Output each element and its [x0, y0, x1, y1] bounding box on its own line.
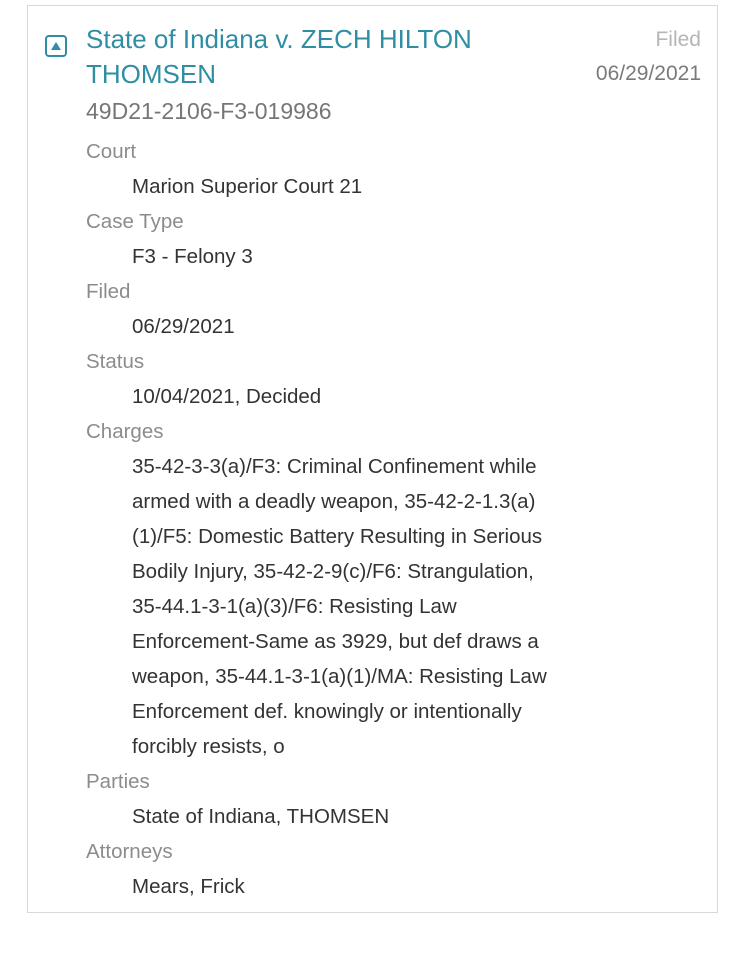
- court-value: Marion Superior Court 21: [132, 175, 363, 198]
- attorneys-value: Mears, Frick: [132, 875, 245, 898]
- attorneys-label: Attorneys: [86, 840, 173, 863]
- charges-label: Charges: [86, 420, 164, 443]
- case-number: 49D21-2106-F3-019986: [86, 98, 332, 124]
- collapse-toggle-icon[interactable]: [45, 35, 67, 57]
- case-type-value: F3 - Felony 3: [132, 245, 253, 268]
- caret-up-icon: [50, 41, 62, 51]
- parties-value: State of Indiana, THOMSEN: [132, 805, 390, 828]
- charges-value: 35-42-3-3(a)/F3: Criminal Confinement while armed with a deadly weapon, 35-42-2-1.3(a)(1)/F5: Domestic Battery Resulting in Serious Bodily Injury, 35-42-2-9(c)/F6: Strangulation, 35-44.1-3-1(a)(3)/F6: Resisting Law Enforcement-Same as 3929, but def draws a weapon, 35-44.1-3-1(a)(1)/MA: Resisting Law Enforcement def. knowingly or intentionally forcibly resists, o: [132, 455, 547, 758]
- filed-header-label: Filed: [655, 28, 701, 51]
- case-details: [86, 134, 586, 904]
- parties-label: Parties: [86, 770, 150, 793]
- court-label: Court: [86, 140, 137, 163]
- status-value: 10/04/2021, Decided: [132, 385, 322, 408]
- filed-header-date: 06/29/2021: [595, 62, 701, 85]
- status-label: Status: [86, 350, 145, 373]
- case-type-label: Case Type: [86, 210, 184, 233]
- filed-value: 06/29/2021: [132, 315, 235, 338]
- filed-label: Filed: [86, 280, 131, 303]
- case-title-link[interactable]: State of Indiana v. ZECH HILTON THOMSEN: [86, 24, 472, 89]
